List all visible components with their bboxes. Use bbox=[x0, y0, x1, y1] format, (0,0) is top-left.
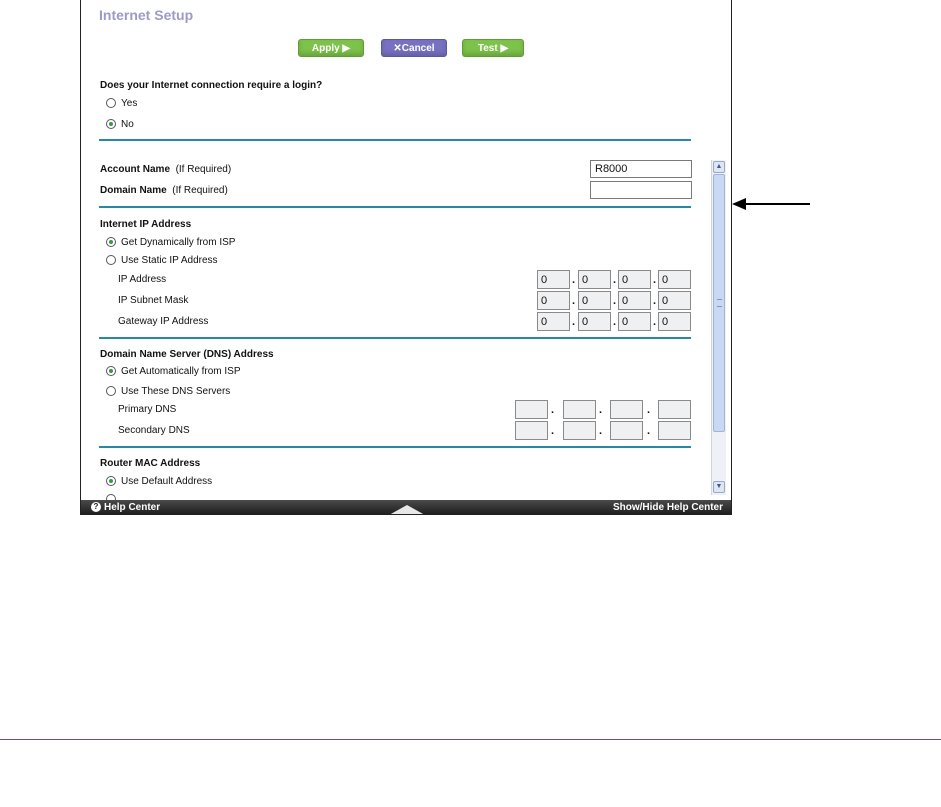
ip-address-octet-2[interactable] bbox=[578, 270, 611, 289]
ip-gateway-label: Gateway IP Address bbox=[118, 316, 209, 327]
ip-address-octet-1[interactable] bbox=[537, 270, 570, 289]
mac-default-label: Use Default Address bbox=[121, 476, 213, 487]
dns-manual-label: Use These DNS Servers bbox=[121, 386, 231, 397]
primary-dns-octet-1[interactable] bbox=[515, 400, 548, 419]
help-footer bbox=[81, 500, 732, 515]
mac-heading: Router MAC Address bbox=[100, 458, 201, 469]
page-title: Internet Setup bbox=[99, 7, 194, 23]
ip-gateway-octet-4[interactable] bbox=[658, 312, 691, 331]
ip-gateway-octet-2[interactable] bbox=[578, 312, 611, 331]
account-name-input[interactable] bbox=[590, 160, 692, 178]
domain-name-input[interactable] bbox=[590, 181, 692, 199]
vertical-scrollbar[interactable] bbox=[711, 160, 726, 495]
divider bbox=[99, 206, 691, 208]
ip-static-label: Use Static IP Address bbox=[121, 255, 218, 266]
scroll-up-icon[interactable]: ▲ bbox=[713, 161, 725, 173]
ip-address-octet-4[interactable] bbox=[658, 270, 691, 289]
ip-gateway-octet-3[interactable] bbox=[618, 312, 651, 331]
internet-setup-window: Internet Setup Apply ▶ ✕Cancel Test ▶ Does your Internet connection require a login? Yes No Account Name (If Required) R8000 Domain Name (If Required) Internet IP Address Get Dynamically from ISP Use Static IP Address IP Address 0 . 0 . 0 . 0 IP Subnet Mask 0 . 0 . 0 . 0 Gateway IP Address 0 . 0 . 0 . 0 Domain Name Server (DNS) Address Get Automatically from ISP Use These DNS Servers Primary DNS . . . Secondary DNS . . . Router MAC Address Use Default Address ▲ ▼ ? Help Center Show/Hide Help Center bbox=[80, 0, 732, 515]
divider bbox=[99, 446, 691, 448]
ip-address-octet-3[interactable] bbox=[618, 270, 651, 289]
ip-subnet-octet-2[interactable] bbox=[578, 291, 611, 310]
primary-dns-octet-2[interactable] bbox=[563, 400, 596, 419]
ip-subnet-label: IP Subnet Mask bbox=[118, 295, 189, 306]
primary-dns-octet-4[interactable] bbox=[658, 400, 691, 419]
secondary-dns-label: Secondary DNS bbox=[118, 425, 190, 436]
callout-arrow-icon bbox=[732, 198, 746, 210]
login-yes-radio[interactable] bbox=[106, 98, 116, 108]
apply-button[interactable]: Apply ▶ bbox=[298, 39, 364, 57]
page-rule bbox=[0, 739, 941, 740]
cancel-button[interactable]: ✕Cancel bbox=[381, 39, 447, 57]
account-name-label: Account Name (If Required) bbox=[100, 164, 232, 175]
primary-dns-label: Primary DNS bbox=[118, 404, 177, 415]
help-icon[interactable]: ? bbox=[91, 502, 101, 512]
secondary-dns-octet-4[interactable] bbox=[658, 421, 691, 440]
help-center-link[interactable]: Help Center bbox=[104, 502, 161, 513]
ip-address-label: IP Address bbox=[118, 274, 167, 285]
test-button[interactable]: Test ▶ bbox=[462, 39, 524, 57]
login-no-label: No bbox=[121, 119, 134, 130]
secondary-dns-octet-2[interactable] bbox=[563, 421, 596, 440]
dns-heading: Domain Name Server (DNS) Address bbox=[100, 349, 274, 360]
ip-subnet-octet-3[interactable] bbox=[618, 291, 651, 310]
mac-default-radio[interactable] bbox=[106, 476, 116, 486]
login-question: Does your Internet connection require a login? bbox=[100, 80, 323, 91]
secondary-dns-octet-1[interactable] bbox=[515, 421, 548, 440]
primary-dns-octet-3[interactable] bbox=[610, 400, 643, 419]
grip-icon bbox=[717, 299, 722, 307]
divider bbox=[99, 139, 691, 141]
ip-gateway-octet-1[interactable] bbox=[537, 312, 570, 331]
show-hide-help-link[interactable]: Show/Hide Help Center bbox=[612, 502, 723, 513]
dns-manual-radio[interactable] bbox=[106, 386, 116, 396]
ip-static-radio[interactable] bbox=[106, 255, 116, 265]
secondary-dns-octet-3[interactable] bbox=[610, 421, 643, 440]
dns-auto-label: Get Automatically from ISP bbox=[121, 366, 241, 377]
ip-subnet-octet-1[interactable] bbox=[537, 291, 570, 310]
divider bbox=[99, 337, 691, 339]
ip-subnet-octet-4[interactable] bbox=[658, 291, 691, 310]
dns-auto-radio[interactable] bbox=[106, 366, 116, 376]
ip-heading: Internet IP Address bbox=[100, 219, 192, 230]
scrollbar-thumb[interactable] bbox=[713, 174, 725, 432]
domain-name-label: Domain Name (If Required) bbox=[100, 185, 228, 196]
callout-arrow-line bbox=[744, 203, 810, 205]
ip-dynamic-label: Get Dynamically from ISP bbox=[121, 237, 236, 248]
collapse-triangle-icon[interactable] bbox=[389, 504, 425, 515]
login-yes-label: Yes bbox=[121, 98, 138, 109]
login-no-radio[interactable] bbox=[106, 119, 116, 129]
scroll-down-icon[interactable]: ▼ bbox=[713, 481, 725, 493]
ip-dynamic-radio[interactable] bbox=[106, 237, 116, 247]
